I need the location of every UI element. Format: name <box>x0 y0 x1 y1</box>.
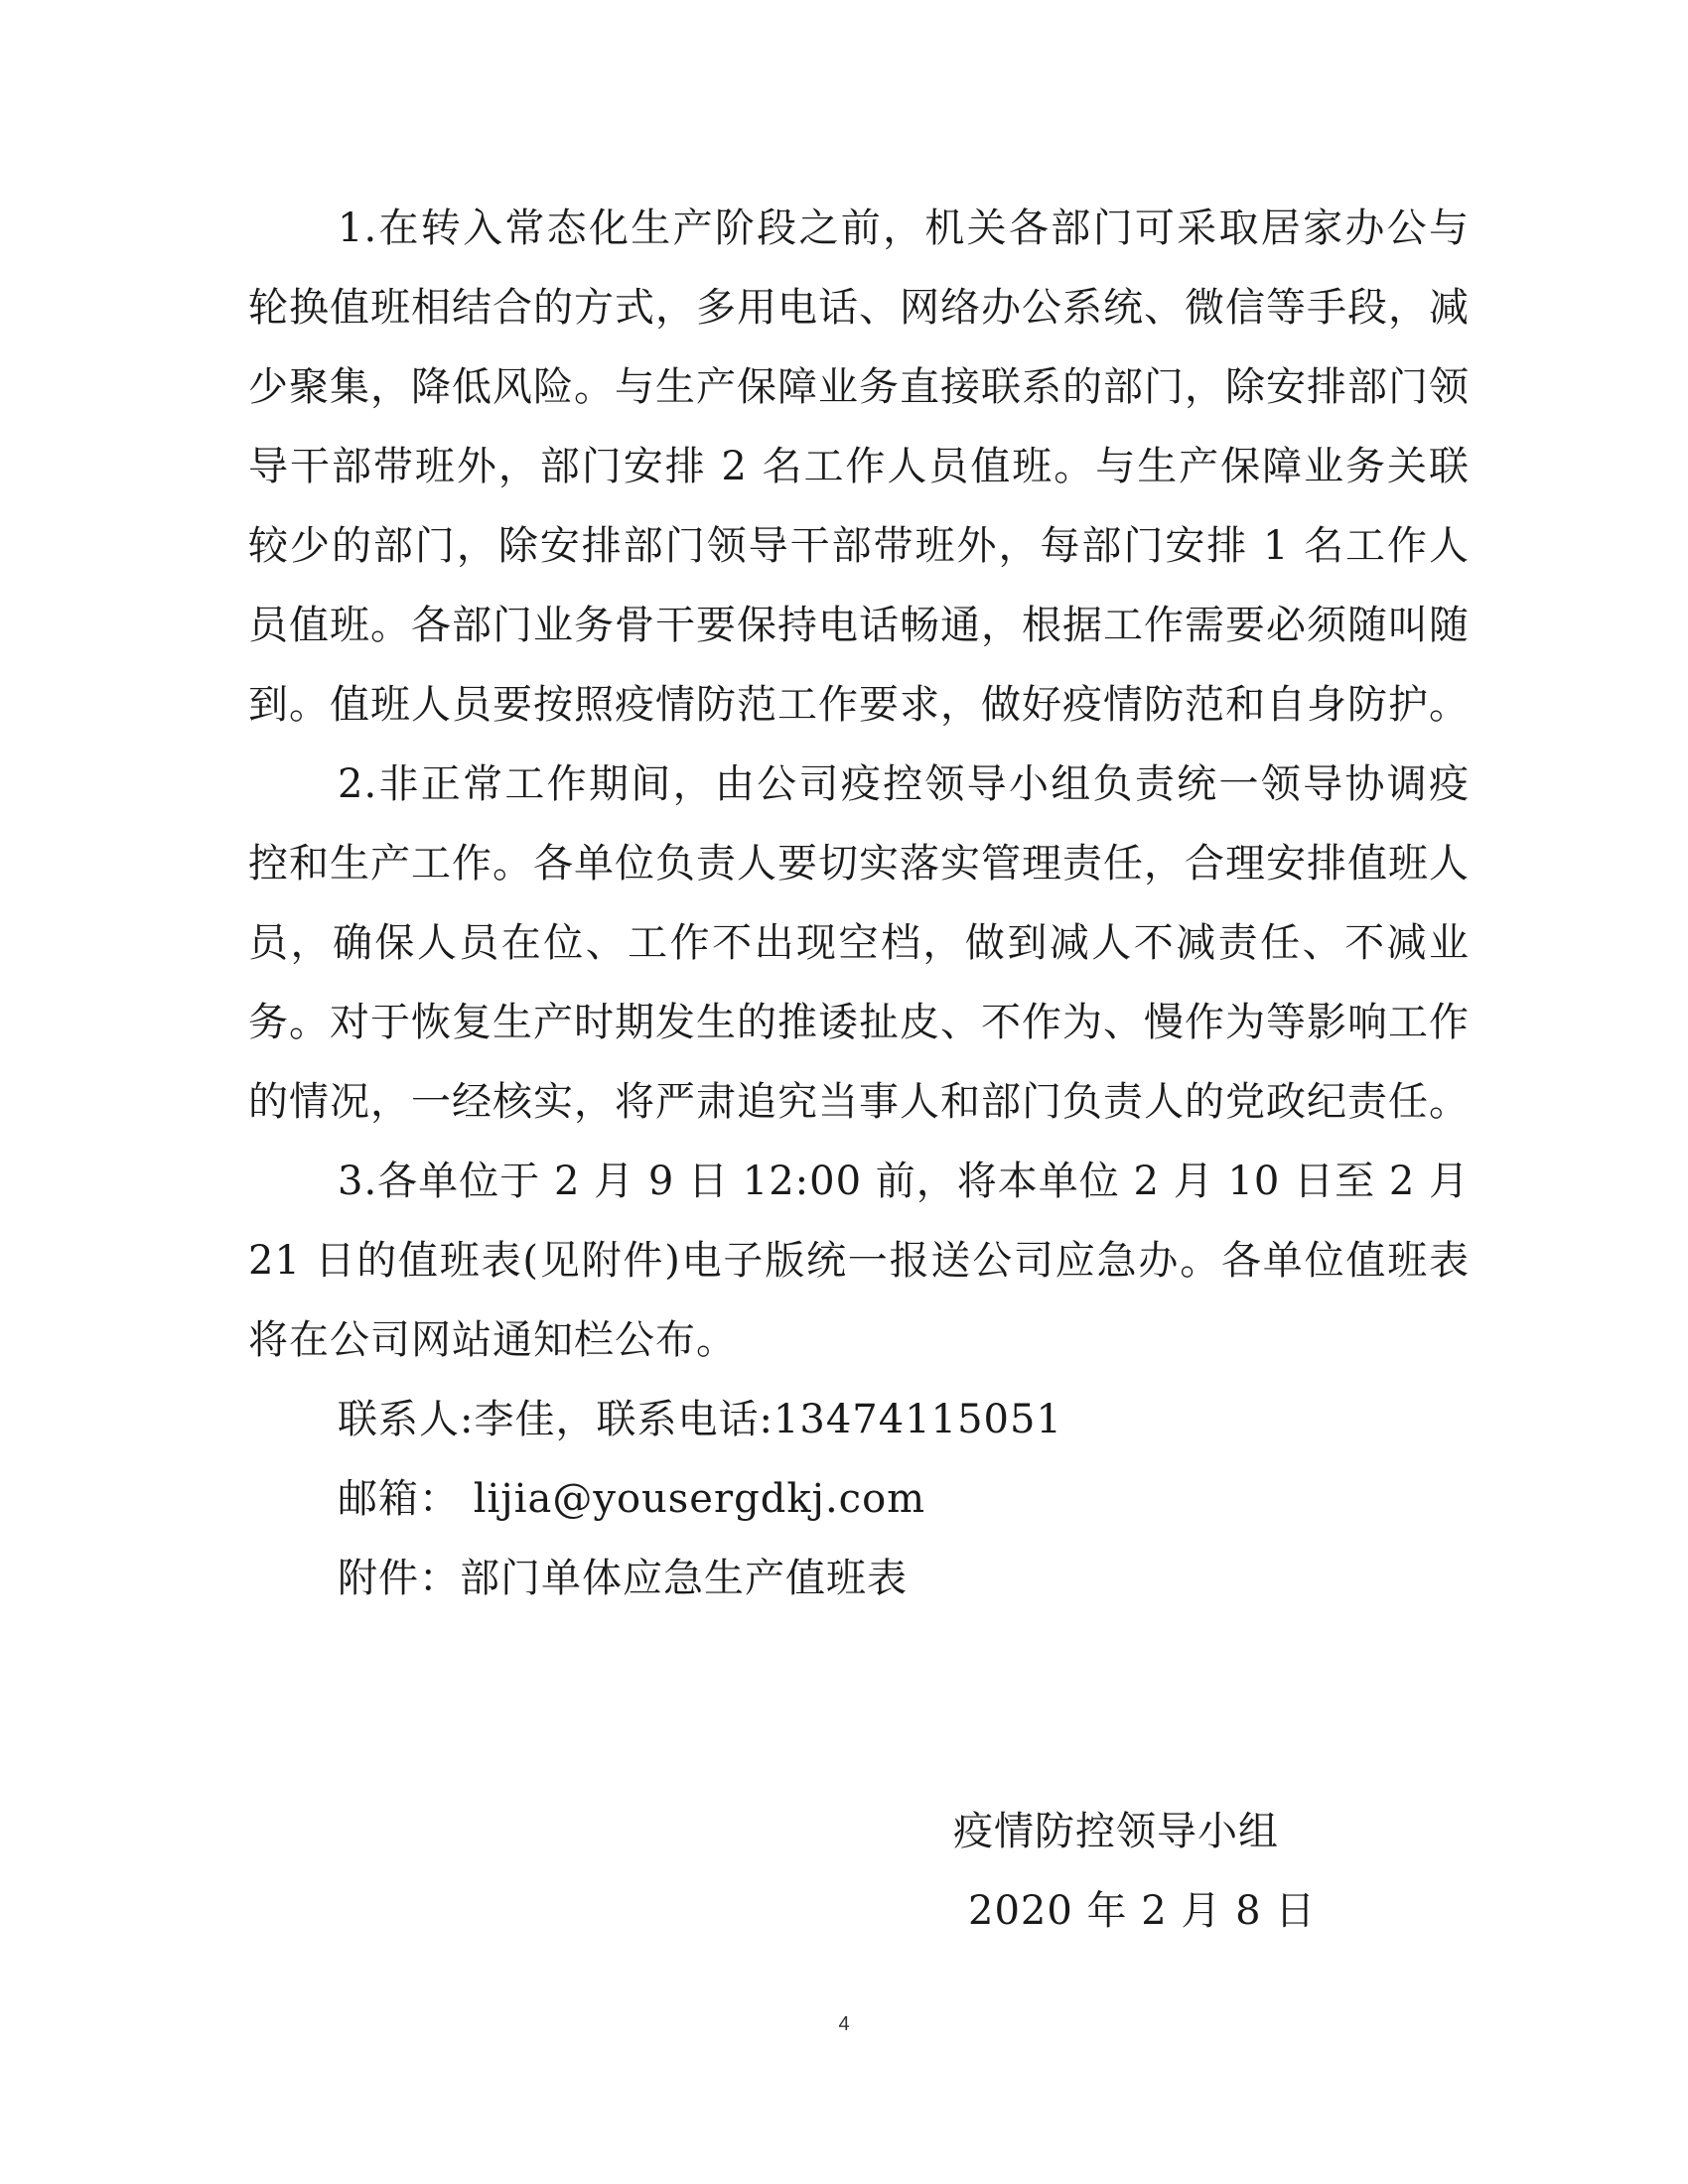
signature-org: 疫情防控领导小组 <box>953 1809 1279 1854</box>
document-body <box>248 189 1470 1618</box>
contact-person: 联系人:李佳，联系电话:13474115051 <box>338 1397 1062 1442</box>
contact-email: 邮箱： lijia@yousergdkj.com <box>338 1476 926 1522</box>
paragraph-1: 1.在转入常态化生产阶段之前，机关各部门可采取居家办公与轮换值班相结合的方式，多用电话、网络办公系统、微信等手段，减少聚集，降低风险。与生产保障业务直接联系的部门，除安排部门领导干部带班外，部门安排 2 名工作人员值班。与生产保障业务关联较少的部门，除安排部门领导干部带班外，每部门安排 1 名工作人员值班。各部门业务骨干要保持电话畅通，根据工作需要必须随叫随到。值班人员要按照疫情防范工作要求，做好疫情防范和自身防护。 <box>248 205 1470 728</box>
paragraph-2: 2.非正常工作期间，由公司疫控领导小组负责统一领导协调疫控和生产工作。各单位负责人要切实落实管理责任，合理安排值班人员，确保人员在位、工作不出现空档，做到减人不减责任、不减业务。对于恢复生产时期发生的推诿扯皮、不作为、慢作为等影响工作的情况，一经核实，将严肃追究当事人和部门负责人的党政纪责任。 <box>248 761 1470 1125</box>
attachment-line: 附件：部门单体应急生产值班表 <box>338 1556 908 1601</box>
signature-date: 2020 年 2 月 8 日 <box>968 1888 1317 1934</box>
page-number: 4 <box>838 2013 850 2035</box>
paragraph-3: 3.各单位于 2 月 9 日 12:00 前，将本单位 2 月 10 日至 2 月 21 日的值班表(见附件)电子版统一报送公司应急办。各单位值班表将在公司网站通知栏公布。 <box>248 1159 1470 1363</box>
